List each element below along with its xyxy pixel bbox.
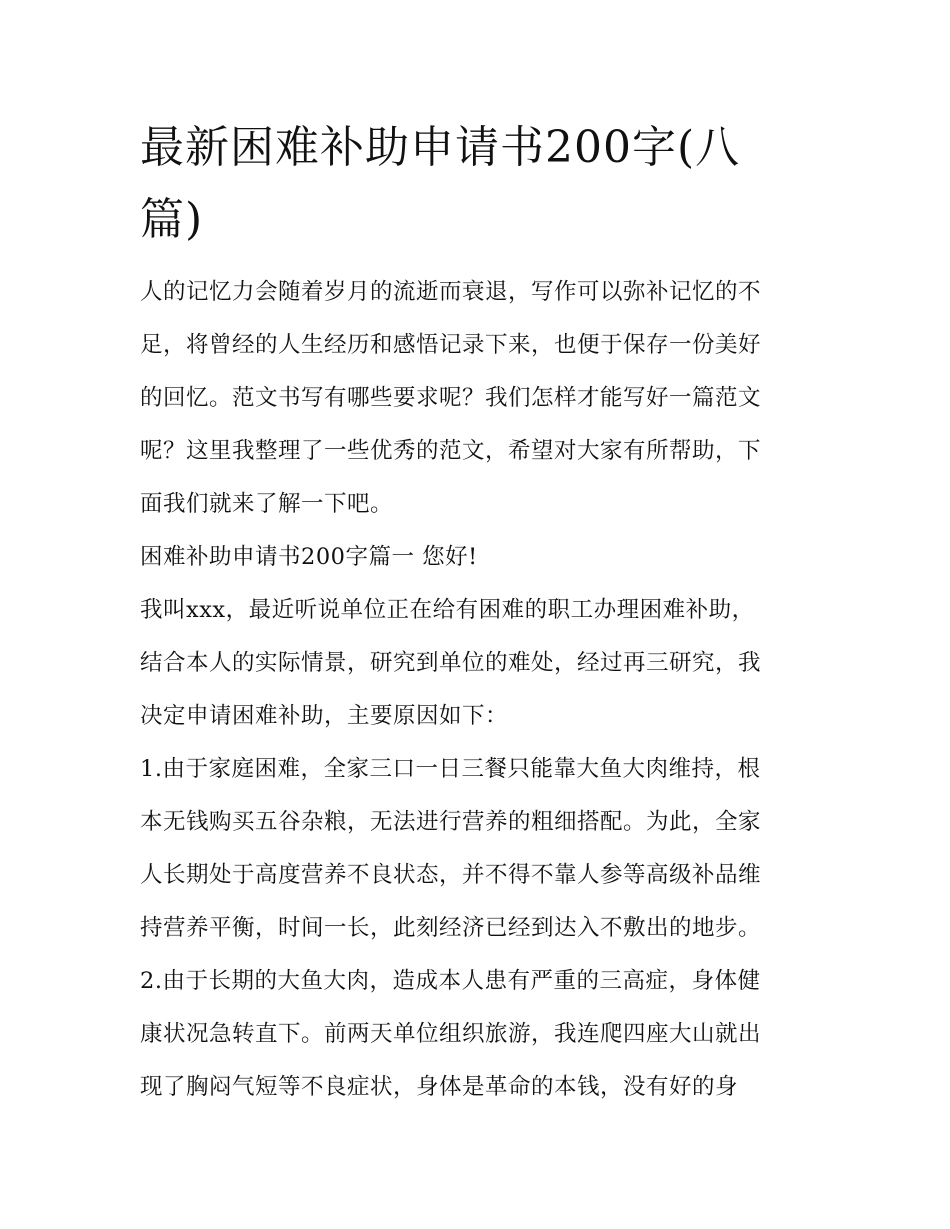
- title-line: 最新困难补助申请书200字(八: [140, 122, 741, 173]
- text-line: 的回忆。范文书写有哪些要求呢？我们怎样才能写好一篇范文: [140, 385, 762, 411]
- text-line: 持营养平衡，时间一长，此刻经济已经到达入不敷出的地步。: [140, 915, 762, 941]
- text-line: 1.由于家庭困难，全家三口一日三餐只能靠大鱼大肉维持，根: [140, 756, 761, 782]
- section-heading-text: 困难补助申请书200字篇一 您好!: [140, 544, 478, 570]
- section-heading: [140, 531, 812, 584]
- title-line: 篇): [140, 194, 204, 245]
- text-line: 人长期处于高度营养不良状态，并不得不靠人参等高级补品维: [140, 862, 762, 888]
- text-line: 2.由于长期的大鱼大肉，造成本人患有严重的三高症，身体健: [140, 968, 761, 994]
- text-line: 本无钱购买五谷杂粮，无法进行营养的粗细搭配。为此，全家: [140, 809, 762, 835]
- text-line: 我叫xxx，最近听说单位正在给有困难的职工办理困难补助，: [140, 597, 755, 623]
- document-title: [140, 112, 812, 256]
- text-line: 现了胸闷气短等不良症状，身体是革命的本钱，没有好的身: [140, 1074, 739, 1100]
- text-line: 面我们就来了解一下吧。: [140, 491, 394, 517]
- text-line: 呢？这里我整理了一些优秀的范文，希望对大家有所帮助，下: [140, 438, 762, 464]
- text-line: 足，将曾经的人生经历和感悟记录下来，也便于保存一份美好: [140, 332, 762, 358]
- intro-paragraph: [140, 266, 812, 531]
- text-line: 康状况急转直下。前两天单位组织旅游，我连爬四座大山就出: [140, 1021, 762, 1047]
- text-line: 结合本人的实际情景，研究到单位的难处，经过再三研究，我: [140, 650, 762, 676]
- text-line: 决定申请困难补助，主要原因如下：: [140, 703, 509, 729]
- document-page: [140, 112, 812, 1114]
- text-line: 人的记忆力会随着岁月的流逝而衰退，写作可以弥补记忆的不: [140, 279, 762, 305]
- body-paragraph: [140, 584, 812, 1114]
